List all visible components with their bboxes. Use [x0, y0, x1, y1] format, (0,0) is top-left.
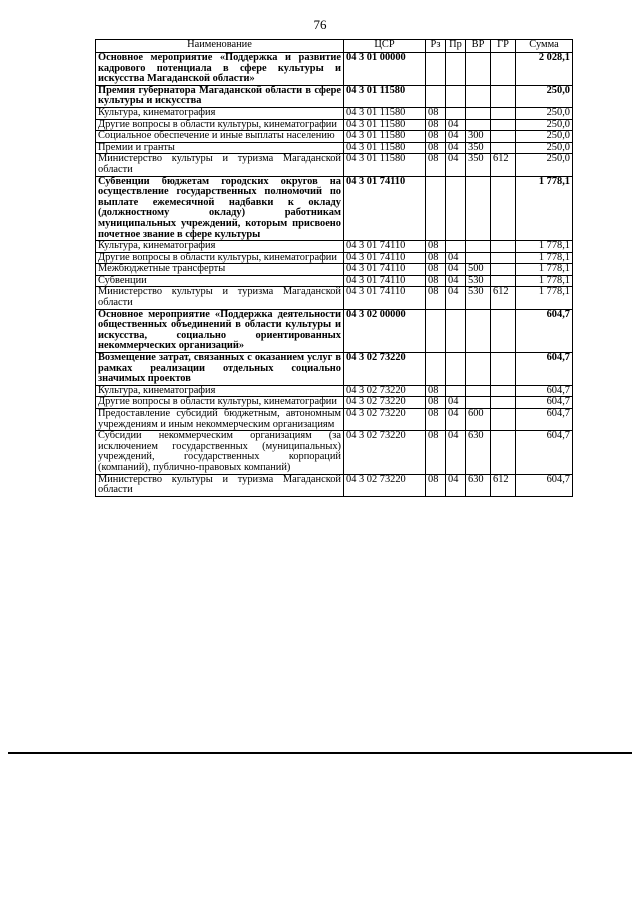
sum-cell: 604,7 — [516, 397, 573, 409]
table-row — [96, 53, 573, 86]
pr-cell: 04 — [446, 252, 466, 264]
pr-cell: 04 — [446, 154, 466, 176]
csr-cell: 04 3 02 73220 — [344, 385, 426, 397]
table-row — [96, 397, 573, 409]
gr-cell — [491, 252, 516, 264]
pr-cell — [446, 241, 466, 253]
csr-cell: 04 3 01 00000 — [344, 53, 426, 86]
gr-cell — [491, 119, 516, 131]
table-row — [96, 252, 573, 264]
pr-cell: 04 — [446, 431, 466, 474]
vr-cell: 600 — [466, 409, 491, 431]
csr-cell: 04 3 01 11580 — [344, 131, 426, 143]
csr-cell: 04 3 02 00000 — [344, 309, 426, 352]
header-name: Наименование — [96, 40, 344, 53]
rz-cell: 08 — [426, 264, 446, 276]
table-row — [96, 241, 573, 253]
sum-cell: 604,7 — [516, 409, 573, 431]
table-row — [96, 154, 573, 176]
sum-cell: 250,0 — [516, 85, 573, 107]
gr-cell — [491, 409, 516, 431]
name-cell: Основное мероприятие «Поддержка деятельности общественных объединений в области культуры и искусства, социально ориентированных некоммерческих организаций» — [96, 309, 344, 352]
rz-cell — [426, 53, 446, 86]
vr-cell: 500 — [466, 264, 491, 276]
rz-cell: 08 — [426, 287, 446, 309]
sum-cell: 604,7 — [516, 474, 573, 496]
bottom-rule — [8, 752, 632, 754]
sum-cell: 1 778,1 — [516, 241, 573, 253]
table-row — [96, 353, 573, 386]
gr-cell: 612 — [491, 154, 516, 176]
header-rz: Рз — [426, 40, 446, 53]
csr-cell: 04 3 01 11580 — [344, 85, 426, 107]
csr-cell: 04 3 02 73220 — [344, 397, 426, 409]
rz-cell: 08 — [426, 241, 446, 253]
gr-cell — [491, 353, 516, 386]
name-cell: Культура, кинематография — [96, 241, 344, 253]
vr-cell — [466, 119, 491, 131]
sum-cell: 1 778,1 — [516, 287, 573, 309]
name-cell: Основное мероприятие «Поддержка и развитие кадрового потенциала в сфере культуры и искусства Магаданской области» — [96, 53, 344, 86]
name-cell: Культура, кинематография — [96, 107, 344, 119]
rz-cell — [426, 309, 446, 352]
name-cell: Межбюджетные трансферты — [96, 264, 344, 276]
table-row — [96, 176, 573, 241]
header-csr: ЦСР — [344, 40, 426, 53]
rz-cell: 08 — [426, 409, 446, 431]
gr-cell — [491, 241, 516, 253]
rz-cell: 08 — [426, 385, 446, 397]
vr-cell: 630 — [466, 431, 491, 474]
vr-cell — [466, 241, 491, 253]
csr-cell: 04 3 01 74110 — [344, 275, 426, 287]
name-cell: Другие вопросы в области культуры, кинематографии — [96, 397, 344, 409]
name-cell: Культура, кинематография — [96, 385, 344, 397]
table-header-row — [96, 40, 573, 53]
vr-cell — [466, 397, 491, 409]
pr-cell: 04 — [446, 275, 466, 287]
csr-cell: 04 3 01 74110 — [344, 176, 426, 241]
vr-cell — [466, 53, 491, 86]
sum-cell: 1 778,1 — [516, 275, 573, 287]
vr-cell: 530 — [466, 287, 491, 309]
rz-cell — [426, 176, 446, 241]
table-row — [96, 385, 573, 397]
table-row — [96, 431, 573, 474]
pr-cell: 04 — [446, 287, 466, 309]
vr-cell — [466, 309, 491, 352]
name-cell: Социальное обеспечение и иные выплаты населению — [96, 131, 344, 143]
rz-cell: 08 — [426, 397, 446, 409]
vr-cell: 350 — [466, 154, 491, 176]
gr-cell: 612 — [491, 474, 516, 496]
rz-cell: 08 — [426, 131, 446, 143]
table-row — [96, 264, 573, 276]
sum-cell: 1 778,1 — [516, 264, 573, 276]
csr-cell: 04 3 01 74110 — [344, 252, 426, 264]
pr-cell — [446, 176, 466, 241]
gr-cell — [491, 131, 516, 143]
pr-cell: 04 — [446, 397, 466, 409]
pr-cell — [446, 53, 466, 86]
table-row — [96, 275, 573, 287]
name-cell: Предоставление субсидий бюджетным, автономным учреждениям и иным некоммерческим организациям — [96, 409, 344, 431]
sum-cell: 604,7 — [516, 385, 573, 397]
csr-cell: 04 3 01 11580 — [344, 154, 426, 176]
pr-cell — [446, 309, 466, 352]
rz-cell: 08 — [426, 119, 446, 131]
sum-cell: 250,0 — [516, 154, 573, 176]
pr-cell: 04 — [446, 264, 466, 276]
table-row — [96, 474, 573, 496]
gr-cell — [491, 275, 516, 287]
sum-cell: 250,0 — [516, 142, 573, 154]
name-cell: Субвенции — [96, 275, 344, 287]
budget-table — [95, 39, 573, 497]
csr-cell: 04 3 01 11580 — [344, 107, 426, 119]
sum-cell: 250,0 — [516, 107, 573, 119]
pr-cell — [446, 107, 466, 119]
rz-cell: 08 — [426, 474, 446, 496]
gr-cell — [491, 53, 516, 86]
gr-cell: 612 — [491, 287, 516, 309]
sum-cell: 604,7 — [516, 353, 573, 386]
table-row — [96, 131, 573, 143]
gr-cell — [491, 107, 516, 119]
vr-cell — [466, 176, 491, 241]
table-body — [96, 53, 573, 497]
name-cell: Субсидии некоммерческим организациям (за исключением государственных (муниципальных) учреждений, государственных корпораций (компаний), публично-правовых компаний) — [96, 431, 344, 474]
pr-cell: 04 — [446, 474, 466, 496]
vr-cell: 350 — [466, 142, 491, 154]
pr-cell: 04 — [446, 131, 466, 143]
pr-cell: 04 — [446, 119, 466, 131]
name-cell: Возмещение затрат, связанных с оказанием услуг в рамках реализации отдельных социально значимых проектов — [96, 353, 344, 386]
gr-cell — [491, 264, 516, 276]
sum-cell: 604,7 — [516, 309, 573, 352]
vr-cell — [466, 85, 491, 107]
csr-cell: 04 3 01 74110 — [344, 287, 426, 309]
name-cell: Другие вопросы в области культуры, кинематографии — [96, 119, 344, 131]
gr-cell — [491, 385, 516, 397]
table-row — [96, 119, 573, 131]
csr-cell: 04 3 01 74110 — [344, 241, 426, 253]
table-row — [96, 287, 573, 309]
gr-cell — [491, 176, 516, 241]
header-gr: ГР — [491, 40, 516, 53]
vr-cell: 530 — [466, 275, 491, 287]
rz-cell: 08 — [426, 431, 446, 474]
table-row — [96, 85, 573, 107]
name-cell: Министерство культуры и туризма Магаданской области — [96, 154, 344, 176]
table-row — [96, 107, 573, 119]
gr-cell — [491, 85, 516, 107]
sum-cell: 604,7 — [516, 431, 573, 474]
pr-cell — [446, 85, 466, 107]
pr-cell — [446, 385, 466, 397]
sum-cell: 1 778,1 — [516, 176, 573, 241]
vr-cell — [466, 107, 491, 119]
csr-cell: 04 3 01 74110 — [344, 264, 426, 276]
vr-cell — [466, 385, 491, 397]
sum-cell: 2 028,1 — [516, 53, 573, 86]
rz-cell: 08 — [426, 275, 446, 287]
header-sum: Сумма — [516, 40, 573, 53]
csr-cell: 04 3 01 11580 — [344, 142, 426, 154]
name-cell: Другие вопросы в области культуры, кинематографии — [96, 252, 344, 264]
vr-cell — [466, 353, 491, 386]
header-vr: ВР — [466, 40, 491, 53]
header-pr: Пр — [446, 40, 466, 53]
csr-cell: 04 3 02 73220 — [344, 431, 426, 474]
rz-cell: 08 — [426, 142, 446, 154]
sum-cell: 250,0 — [516, 119, 573, 131]
csr-cell: 04 3 02 73220 — [344, 353, 426, 386]
name-cell: Министерство культуры и туризма Магаданской области — [96, 287, 344, 309]
rz-cell: 08 — [426, 154, 446, 176]
pr-cell — [446, 353, 466, 386]
table-row — [96, 142, 573, 154]
pr-cell: 04 — [446, 142, 466, 154]
rz-cell: 08 — [426, 252, 446, 264]
rz-cell: 08 — [426, 107, 446, 119]
sum-cell: 1 778,1 — [516, 252, 573, 264]
vr-cell: 300 — [466, 131, 491, 143]
vr-cell — [466, 252, 491, 264]
gr-cell — [491, 142, 516, 154]
rz-cell — [426, 85, 446, 107]
table-row — [96, 409, 573, 431]
sum-cell: 250,0 — [516, 131, 573, 143]
page-number: 76 — [313, 17, 327, 32]
name-cell: Премии и гранты — [96, 142, 344, 154]
pr-cell: 04 — [446, 409, 466, 431]
vr-cell: 630 — [466, 474, 491, 496]
rz-cell — [426, 353, 446, 386]
name-cell: Премия губернатора Магаданской области в сфере культуры и искусства — [96, 85, 344, 107]
table-row — [96, 309, 573, 352]
name-cell: Субвенции бюджетам городских округов на осуществление государственных полномочий по выплате ежемесячной надбавки к окладу (должностному окладу) работникам муниципальных учреждений, которым присвоено почетное звание в сфере культуры — [96, 176, 344, 241]
csr-cell: 04 3 02 73220 — [344, 474, 426, 496]
name-cell: Министерство культуры и туризма Магаданской области — [96, 474, 344, 496]
csr-cell: 04 3 02 73220 — [344, 409, 426, 431]
csr-cell: 04 3 01 11580 — [344, 119, 426, 131]
gr-cell — [491, 309, 516, 352]
gr-cell — [491, 397, 516, 409]
gr-cell — [491, 431, 516, 474]
